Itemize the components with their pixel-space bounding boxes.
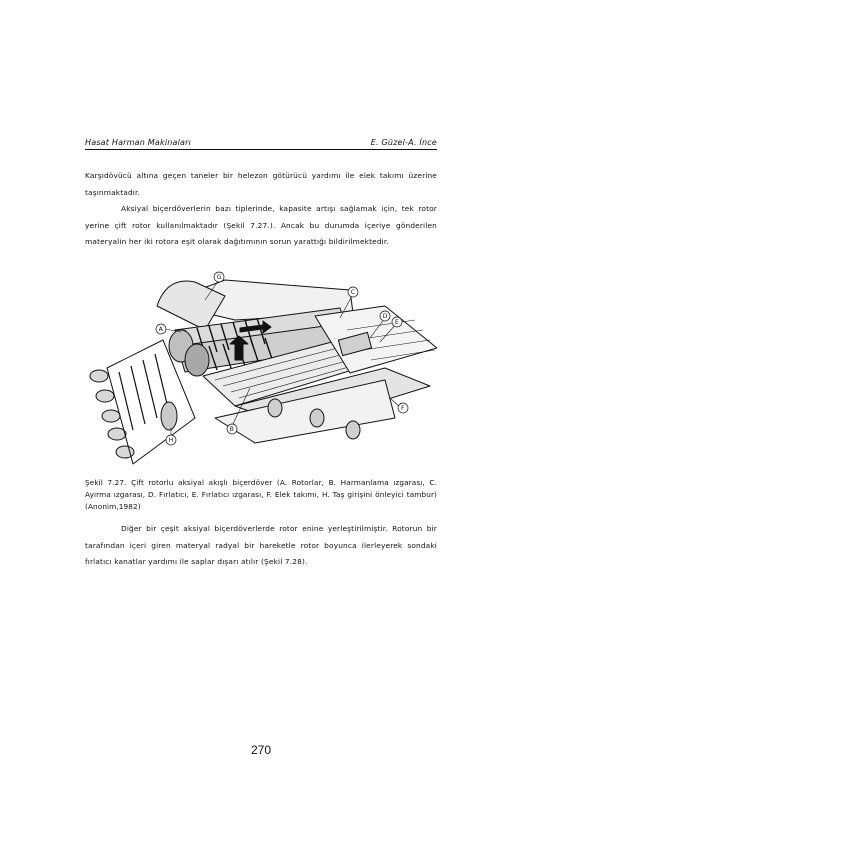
callout-label-c: C [350, 289, 356, 297]
paragraph-3 [85, 521, 437, 571]
paragraph-2 [85, 201, 437, 251]
callout-label-f: F [401, 405, 405, 413]
callout-label-d: D [382, 313, 388, 321]
page-number: 270 [250, 743, 272, 757]
callout-label-e: E [395, 319, 399, 327]
figure-caption: Şekil 7.27. Çift rotorlu aksiyal akışlı biçerdöver (A. Rotorlar, B. Harmanlama ızgarası, C. Ayırma ızgarası, D. Fırlatıcı, E. Fırlatıcı ızgarası, F. Elek takımı, H. Taş girişini önleyici tambur) (Anonim,1982) [85, 478, 437, 511]
callout-label-a: A [158, 326, 163, 334]
callout-label-b: B [229, 426, 234, 434]
paragraph-1: Karşıdövücü altına geçen taneler bir helezon götürücü yardımı ile elek takımı üzerine taşınmaktadır. [85, 171, 437, 197]
header-rule [85, 149, 437, 150]
callout-label-h: H [168, 437, 174, 445]
header-book-title: Hasat Harman Makinaları [85, 138, 192, 147]
paragraph-3-text: Diğer bir çeşit aksiyal biçerdöverlerde rotor enine yerleştirilmiştir. Rotorun bir tarafından içeri giren materyal radyal bir hareketle rotor boyunca ilerleyerek sondaki fırlatıcı kanatlar yardımı ile saplar dışarı atılır (Şekil 7.28). [85, 524, 437, 566]
paragraph-2-text: Aksiyal biçerdöverlerin bazı tiplerinde, kapasite artışı sağlamak için, tek rotor yerine çift rotor kullanılmaktadır (Şekil 7.27.). Ancak bu durumda içeriye gönderilen materyalin her iki rotora eşit olarak dağıtımının sorun yarattığı bildirilmektedir. [85, 204, 437, 246]
callout-label-g: G [216, 274, 222, 282]
twin-rotor-combine-figure [85, 268, 437, 470]
header-authors: E. Güzel-A. İnce [370, 138, 437, 147]
